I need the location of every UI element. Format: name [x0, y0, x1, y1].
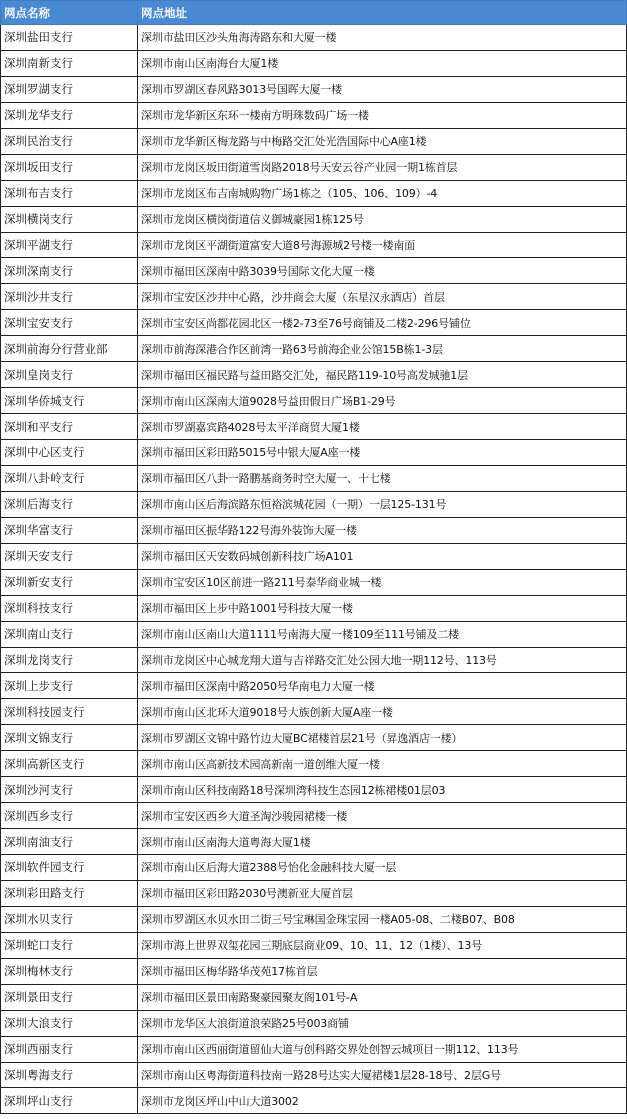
branch-address-cell: 深圳市宝安区尚都花园北区一楼2-73至76号商铺及二楼2-296号铺位: [138, 310, 627, 336]
table-row: [1, 855, 627, 881]
branch-name-cell: 深圳坪山支行: [1, 1088, 138, 1114]
table-body: [1, 25, 627, 1114]
table-row: [1, 1010, 627, 1036]
branch-name-cell: 深圳西乡支行: [1, 803, 138, 829]
branch-name-cell: 深圳大浪支行: [1, 1010, 138, 1036]
table-row: [1, 128, 627, 154]
branch-name-cell: 深圳西丽支行: [1, 1036, 138, 1062]
branch-address-cell: 深圳市福田区振华路122号海外装饰大厦一楼: [138, 517, 627, 543]
header-branch-address: 网点地址: [138, 1, 627, 25]
table-row: [1, 76, 627, 102]
branch-address-cell: 深圳市福田区八卦一路鹏基商务时空大厦一、十七楼: [138, 465, 627, 491]
branch-name-cell: 深圳文锦支行: [1, 725, 138, 751]
table-row: [1, 284, 627, 310]
branch-name-cell: 深圳高新区支行: [1, 751, 138, 777]
branch-address-cell: 深圳市南山区后海滨路东恒裕滨城花园（一期）一层125-131号: [138, 491, 627, 517]
branch-address-cell: 深圳市福田区梅华路华茂苑17栋首层: [138, 958, 627, 984]
branch-name-cell: 深圳科技园支行: [1, 699, 138, 725]
branch-name-cell: 深圳天安支行: [1, 543, 138, 569]
branch-address-cell: 深圳市海上世界双玺花园三期底层商业09、10、11、12（1楼）、13号: [138, 932, 627, 958]
branch-address-cell: 深圳市福田区天安数码城创新科技广场A101: [138, 543, 627, 569]
branch-name-cell: 深圳后海支行: [1, 491, 138, 517]
table-row: [1, 958, 627, 984]
branch-address-cell: 深圳市南山区南山大道1111号南海大厦一楼109至111号铺及二楼: [138, 621, 627, 647]
header-row: [1, 1, 627, 25]
branch-name-cell: 深圳前海分行营业部: [1, 336, 138, 362]
branch-address-cell: 深圳市宝安区西乡大道圣淘沙骏园裙楼一楼: [138, 803, 627, 829]
table-row: [1, 232, 627, 258]
table-row: [1, 102, 627, 128]
branch-address-cell: 深圳市南山区西丽街道留仙大道与创科路交界处创智云城项目一期112、113号: [138, 1036, 627, 1062]
branch-name-cell: 深圳横岗支行: [1, 206, 138, 232]
branch-address-cell: 深圳市南山区深南大道9028号益田假日广场B1-29号: [138, 388, 627, 414]
table-row: [1, 25, 627, 51]
branch-name-cell: 深圳南新支行: [1, 50, 138, 76]
table-row: [1, 258, 627, 284]
branch-address-cell: 深圳市福田区福民路与益田路交汇处，福民路119-10号高发城驰1层: [138, 362, 627, 388]
table-row: [1, 829, 627, 855]
branch-name-cell: 深圳华富支行: [1, 517, 138, 543]
branch-name-cell: 深圳蛇口支行: [1, 932, 138, 958]
table-row: [1, 751, 627, 777]
branch-name-cell: 深圳龙岗支行: [1, 647, 138, 673]
branch-name-cell: 深圳景田支行: [1, 984, 138, 1010]
branch-address-cell: 深圳市盐田区沙头角海涛路东和大厦一楼: [138, 25, 627, 51]
branch-name-cell: 深圳布吉支行: [1, 180, 138, 206]
branch-address-cell: 深圳市龙华区大浪街道浪荣路25号003商铺: [138, 1010, 627, 1036]
branch-address-cell: 深圳市福田区彩田路5015号中银大厦A座一楼: [138, 440, 627, 466]
branch-address-cell: 深圳市龙华新区东环一楼南方明珠数码广场一楼: [138, 102, 627, 128]
branch-name-cell: 深圳沙井支行: [1, 284, 138, 310]
table-row: [1, 362, 627, 388]
branch-name-cell: 深圳粤海支行: [1, 1062, 138, 1088]
table-row: [1, 154, 627, 180]
table-row: [1, 984, 627, 1010]
table-row: [1, 1036, 627, 1062]
table-row: [1, 543, 627, 569]
table-row: [1, 880, 627, 906]
header-branch-name: 网点名称: [1, 1, 138, 25]
table-row: [1, 414, 627, 440]
table-row: [1, 569, 627, 595]
branch-address-cell: 深圳市福田区上步中路1001号科技大厦一楼: [138, 595, 627, 621]
branch-address-cell: 深圳市宝安区10区前进一路211号泰华商业城一楼: [138, 569, 627, 595]
table-row: [1, 310, 627, 336]
branch-address-cell: 深圳市福田区深南中路3039号国际文化大厦一楼: [138, 258, 627, 284]
branch-address-cell: 深圳市龙华新区梅龙路与中梅路交汇处光浩国际中心A座1楼: [138, 128, 627, 154]
branch-address-cell: 深圳市南山区南海台大厦1楼: [138, 50, 627, 76]
branch-address-cell: 深圳市福田区深南中路2050号华南电力大厦一楼: [138, 673, 627, 699]
table-row: [1, 673, 627, 699]
branch-name-cell: 深圳华侨城支行: [1, 388, 138, 414]
branch-name-cell: 深圳水贝支行: [1, 906, 138, 932]
table-row: [1, 699, 627, 725]
branch-address-cell: 深圳市罗湖区文锦中路竹边大厦BC裙楼首层21号（昇逸酒店一楼）: [138, 725, 627, 751]
table-row: [1, 1088, 627, 1114]
table-row: [1, 465, 627, 491]
branch-name-cell: 深圳上步支行: [1, 673, 138, 699]
branch-name-cell: 深圳软件园支行: [1, 855, 138, 881]
table-row: [1, 206, 627, 232]
table-row: [1, 336, 627, 362]
table-row: [1, 777, 627, 803]
branch-address-cell: 深圳市龙岗区布吉南城购物广场1栋之（105、106、109）-4: [138, 180, 627, 206]
table-row: [1, 725, 627, 751]
table-row: [1, 647, 627, 673]
table-row: [1, 440, 627, 466]
branch-name-cell: 深圳深南支行: [1, 258, 138, 284]
table-row: [1, 180, 627, 206]
branch-address-cell: 深圳市宝安区沙井中心路，沙井商会大厦（东星汉永酒店）首层: [138, 284, 627, 310]
branch-name-cell: 深圳罗湖支行: [1, 76, 138, 102]
branch-name-cell: 深圳南山支行: [1, 621, 138, 647]
branch-address-cell: 深圳市福田区景田南路聚豪园聚友阁101号-A: [138, 984, 627, 1010]
branch-name-cell: 深圳八卦岭支行: [1, 465, 138, 491]
table-row: [1, 388, 627, 414]
branch-address-cell: 深圳市龙岗区坪山中山大道3002: [138, 1088, 627, 1114]
branch-name-cell: 深圳南油支行: [1, 829, 138, 855]
branch-address-cell: 深圳市南山区粤海街道科技南一路28号达实大厦裙楼1层28-18号、2层G号: [138, 1062, 627, 1088]
branch-name-cell: 深圳坂田支行: [1, 154, 138, 180]
branch-name-cell: 深圳和平支行: [1, 414, 138, 440]
branch-address-cell: 深圳市南山区科技南路18号深圳湾科技生态园12栋裙楼01层03: [138, 777, 627, 803]
branch-name-cell: 深圳梅林支行: [1, 958, 138, 984]
branch-name-cell: 深圳民治支行: [1, 128, 138, 154]
branch-address-cell: 深圳市南山区南海大道粤海大厦1楼: [138, 829, 627, 855]
branch-address-cell: 深圳市前海深港合作区前湾一路63号前海企业公馆15B栋1-3层: [138, 336, 627, 362]
branch-name-cell: 深圳皇岗支行: [1, 362, 138, 388]
table-row: [1, 621, 627, 647]
table-row: [1, 50, 627, 76]
branch-address-cell: 深圳市龙岗区横岗街道信义御城豪园1栋125号: [138, 206, 627, 232]
table-row: [1, 932, 627, 958]
branch-name-cell: 深圳科技支行: [1, 595, 138, 621]
branch-address-cell: 深圳市龙岗区平湖街道富安大道8号海源城2号楼一楼南面: [138, 232, 627, 258]
branch-address-cell: 深圳市罗湖区春风路3013号国晖大厦一楼: [138, 76, 627, 102]
branch-name-cell: 深圳宝安支行: [1, 310, 138, 336]
branch-name-cell: 深圳龙华支行: [1, 102, 138, 128]
branch-name-cell: 深圳盐田支行: [1, 25, 138, 51]
table-row: [1, 803, 627, 829]
branch-name-cell: 深圳新安支行: [1, 569, 138, 595]
table-row: [1, 906, 627, 932]
table-row: [1, 595, 627, 621]
branch-address-cell: 深圳市罗湖区水贝水田二街三号宝琳国金珠宝园一楼A05-08、二楼B07、B08: [138, 906, 627, 932]
branch-address-cell: 深圳市罗湖嘉宾路4028号太平洋商贸大厦1楼: [138, 414, 627, 440]
branch-address-cell: 深圳市南山区北环大道9018号大族创新大厦A座一楼: [138, 699, 627, 725]
branch-address-cell: 深圳市龙岗区中心城龙翔大道与吉祥路交汇处公园大地一期112号、113号: [138, 647, 627, 673]
table-row: [1, 491, 627, 517]
branch-name-cell: 深圳中心区支行: [1, 440, 138, 466]
branch-address-cell: 深圳市龙岗区坂田街道雪岗路2018号天安云谷产业园一期1栋首层: [138, 154, 627, 180]
table-row: [1, 517, 627, 543]
table-row: [1, 1062, 627, 1088]
branch-name-cell: 深圳平湖支行: [1, 232, 138, 258]
branch-name-cell: 深圳沙河支行: [1, 777, 138, 803]
branch-address-cell: 深圳市南山区后海大道2388号怡化金融科技大厦一层: [138, 855, 627, 881]
branch-name-cell: 深圳彩田路支行: [1, 880, 138, 906]
branch-address-cell: 深圳市福田区彩田路2030号澳新亚大厦首层: [138, 880, 627, 906]
branch-address-cell: 深圳市南山区高新技术园高新南一道创维大厦一楼: [138, 751, 627, 777]
